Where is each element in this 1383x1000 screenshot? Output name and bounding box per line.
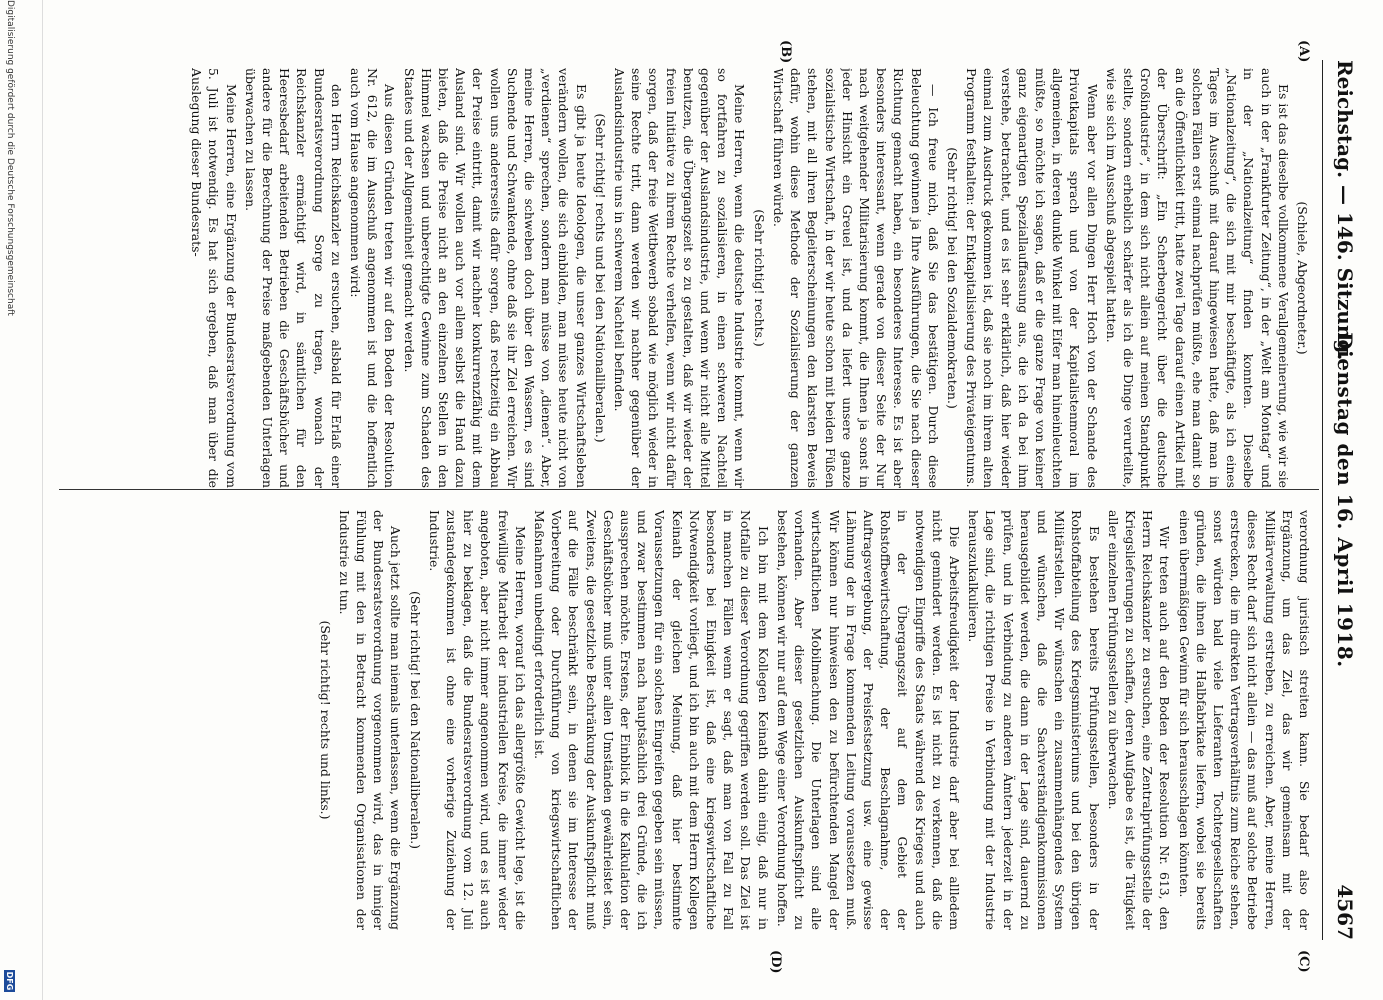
paragraph: Es bestehen bereits Prüfungsstellen, besonders in der Rohstoffabteilung des Kriegsministeriums und bei den übrigen Militärstellen. Wir wünschen ein zusammenhängendes System und wünschen, daß die Sachverständigenkommissionen herausgebildet werden, die dann in der Lage sind, dauernd zu prüfen, und in Verbindung zu anderen Ämtern jederzeit in der Lage sind, die richtigen Preise in Verbindung mit der Industrie herauszukalkulieren.	[966, 510, 1102, 930]
right-column	[63, 510, 1313, 930]
paragraph: Die Arbeitsfreudigkeit der Industrie darf aber bei allledem nicht gemindert werden. Es ist nicht zu verkennen, daß die notwendigen Eingriffe des Staats während des Krieges und auch in der Übergangszeit auf dem Gebiet der Rohstoffbewirtschaftung, der Beschlagnahme, der Auftragsvergebung, der Preisfestsetzung usw. eine gewisse Lähmung der in Frage kommenden Leitung voraussetzen muß. Wir können nur hinweisen den zu befürchtenden Mangel der wirtschaftlichen Mobilmachung. Die Unterlagen sind alle vorhanden. Aber dieser gesetzlichen Auskunftspflicht zu bestehen, können wir nur auf dem Wege einer Verordnung hoffen.	[774, 510, 962, 930]
paragraph: Wir treten auch auf den Boden der Resolution Nr. 613, den Herrn Reichskanzler zu ersuchen, eine Zentralprüfungsstelle der Kriegslieferungen zu schaffen, deren Aufgabe es ist, die Tätigkeit aller einzelnen Prüfungsstellen zu überwachen.	[1105, 510, 1173, 930]
interjection: (Sehr richtig! rechts und bei den Nationalliberalen.)	[592, 113, 608, 443]
paragraph: Meine Herren, wenn die deutsche Industrie kommt, wenn wir so fortfahren zu sozialisieren, in einen schweren Nachteil gegenüber der Auslandsindustrie, und wenn wir nicht alle Mittel benutzen, die Übergangszeit so zu gestalten, daß wir wieder der freien Initiative zu ihrem Rechte verhelfen, wenn wir nicht dafür sorgen, daß der freie Wettbewerb sobald wie möglich wieder in seine Rechte tritt, dann werden wir nachher gegenüber der Auslandsindustrie uns in schwerem Nachteil befinden.	[612, 68, 748, 488]
paragraph: Wenn aber vor allen Dingen Herr Hoch von der Schande des Privatkapitals sprach und von der Kapitalistenmoral im allgemeinen, in deren dunkle Winkel mit Eifer man hineinleuchten müßte, so möchte ich sagen, daß er die ganze Frage von keiner ganz eigenartigen Speziallauffassung aus, die ich da bei ihm verstehe, betrachtet, und es ist sehr erklärlich, daß hier wieder einmal zum Ausdruck gekommen ist, daß sie noch im ihrem alten Programm festhalten: der Entkapitalisierung des Privateigentums.	[964, 68, 1100, 488]
funding-note: Digitalisierung gefördert durch die Deutsche Forschungsgemeinschaft	[5, 0, 15, 316]
header-session: Reichstag. — 146. Sitzung.	[1333, 60, 1357, 361]
resolution-text: den Herrn Reichskanzler zu ersuchen, alsbald für Erlaß einer Bundesratsverordnung Sorge zu tragen, wonach der Reichskanzler ermächtigt wird, in sämtlichen für den Heeresbedarf arbeitenden Betrieben die Geschäftsbücher und andere für die Berechnung der Preise maßgebenden Unterlagen überwachen zu lassen.	[242, 68, 344, 488]
header-date: Dienstag den 16. April 1918.	[1333, 332, 1357, 668]
margin-mark-d: (D)	[768, 950, 783, 974]
interjection: (Sehr richtig! bei den Sozialdemokraten.)	[944, 147, 960, 409]
header-rule	[1322, 60, 1323, 940]
paragraph: Meine Herren, eine Ergänzung der Bundesratsverordnung vom 5. Juli ist notwendig. Es hat sich ergeben, daß man über die Auslegung dieser Bundesrats-	[189, 68, 239, 488]
paragraph: Ich bin mit dem Kollegen Keinath dahin einig, daß nur in Notfalle zu dieser Verordnung gegriffen werden soll. Das Ziel ist in manchen Fällen wenn er sagt, daß man von Fall zu Fall besonders bei Einigkeit ist, daß eine kriegswirtschaftliche Notwendigkeit vorliegt, und ich bin auch mit dem Herrn Kollegen Keinath der gleichen Meinung, daß hier bestimmte Voraussetzungen für ein solches Eingreifen gegeben sein müssen, und zwar bestimmen nach hauptsächlich drei Gründe, die ich aussprechen möchte. Erstens, der Einblick in die Kalkulation der Geschäftsbücher muß unter allen Umständen gewährleistet sein, Zweitens, die gesetzliche Beschränkung der Auskunftspflicht muß auf die Fälle beschränkt sein, in denen sie im Interesse der Vorbereitung oder Durchführung von kriegswirtschaftlichen Maßnahmen unbedingt erforderlich ist.	[532, 510, 771, 930]
paragraph: — Ich freue mich, daß Sie das bestätigen. Durch diese Beleuchtung gewinnen ja Ihre Ausführungen, die Sie nach dieser Richtung gemacht haben, ein besonderes Interesse. Es ist aber besonders interessant, wenn gerade von dieser Seite der Nur nach weitgehender Militarisierung kommt, die Ihnen ja sonst in jeder Hinsicht ein Greuel ist, und da liefert unsere ganze sozialistische Wirtschaft, in der wir heute schon mit beiden Füßen stehen, mit all ihren Begleiterscheinungen den klarsten Beweis dafür, wohin diese Methode der Sozialisierung der ganzen Wirtschaft führen würde.	[770, 68, 941, 488]
interjection: (Sehr richtig! rechts.)	[751, 209, 767, 347]
page-header	[1327, 60, 1361, 940]
interjection: (Sehr richtig! bei den Nationalliberalen.)	[407, 591, 423, 849]
digitization-footer	[1, 0, 15, 1000]
left-column	[63, 68, 1313, 488]
margin-mark-b: (B)	[778, 40, 793, 64]
dfg-logo: DFG	[5, 971, 14, 991]
paragraph: Meine Herren, worauf ich das allergrößte Gewicht lege, ist die freiwillige Mitarbeit der industriellen Kreise, die immer wieder angeboten, aber nicht immer angenommen wird, und es ist auch hier zu beklagen, daß die Bundesratsverordnung vom 12. Juli zustandegekommen ist ohne eine vorherige Zuziehung der Industrie.	[426, 510, 528, 930]
paragraph: Auch jetzt sollte man niemals unterlassen, wenn die Ergänzung der Bundesratsverordnung vorgenommen wird, das in inniger Fühlung mit den in Betracht kommenden Organisationen der Industrie zu tun.	[336, 510, 404, 930]
interjection: (Sehr richtig! rechts und links.)	[317, 620, 333, 820]
scan-edge-line	[42, 0, 43, 1000]
margin-mark-c: (C)	[1296, 950, 1311, 973]
paragraph: Es ist das dieselbe vollkommene Verallgemeinerung, wie wir sie auch in der „Frankfurter Zeitung“, in der „Welt am Montag“ und in der „Nationalzeitung“ finden konnten. Dieselbe „Nationalzeitung“, die sich mit mir beschäftigte, als ich eines Tages im Ausschuß mit darauf hingewiesen hatte, daß man in solchen Fällen erst einmal nachprüfen müßte, ehe man damit so an die Öffentlichkeit tritt, hatte zwei Tage darauf einen Artikel mit der Überschrift: „Ein Scherbengericht über die deutsche Großindustrie“, in dem sich nicht allein auf meinen Standpunkt stellte, sondern erheblich schärfer als ich die Dinge verurteilte, wie sie sich im Ausschuß abgespielt hatten.	[1103, 68, 1291, 488]
margin-mark-a: (A)	[1296, 40, 1311, 63]
speaker-line: (Schiele, Abgeordneter.)	[1295, 201, 1310, 355]
paragraph: Es gibt ja heute Ideologen, die unser ganzes Wirtschaftsleben verändern wollen, die sich einbilden, man müsse heute nicht von „verdienen“ sprechen, sondern man müsse von „dienen“. Aber, meine Herren, die schweben doch über den Wassern, es sind Suchende und Schwankende, ohne daß sie ihr Ziel erreichen. Wir wollen uns andererseits dafür sorgen, daß rechtzeitig ein Abbau der Preise eintritt, damit wir nachher konkurrenzfähig mit dem Ausland sind. Wir wollen auch vor allem selbst die Hand dazu bieten, daß die Preise nicht an den einzelnen Stellen in den Himmel wachsen und unberechtigte Gewinne zum Schaden des Staates und der Allgemeinheit gemacht werden.	[401, 68, 589, 488]
paragraph: verordnung juristisch streiten kann. Sie bedarf also der Ergänzung, um das Ziel, das wir gemeinsam mit der Militärverwaltung erstreben, zu erreichen. Aber, meine Herren, dieses Recht darf sich nicht allein — das muß auf solche Betriebe erstrecken, die im direkten Vertragsverhältnis zum Reiche stehen, sonst würden bald viele Lieferanten Tochtergesellschaften gründen, die ihnen die Halbfabrikate liefern, wobei sie bereits einen übermäßigen Gewinn für sich herausschlagen könnten.	[1176, 510, 1312, 930]
header-page-number: 4567	[1333, 884, 1357, 940]
column-divider	[59, 489, 1319, 490]
paragraph: Aus diesen Gründen treten wir auf den Boden der Resolution Nr. 612, die im Ausschuß angenommen ist und die hoffentlich auch vom Hause angenommen wird:	[348, 68, 398, 488]
